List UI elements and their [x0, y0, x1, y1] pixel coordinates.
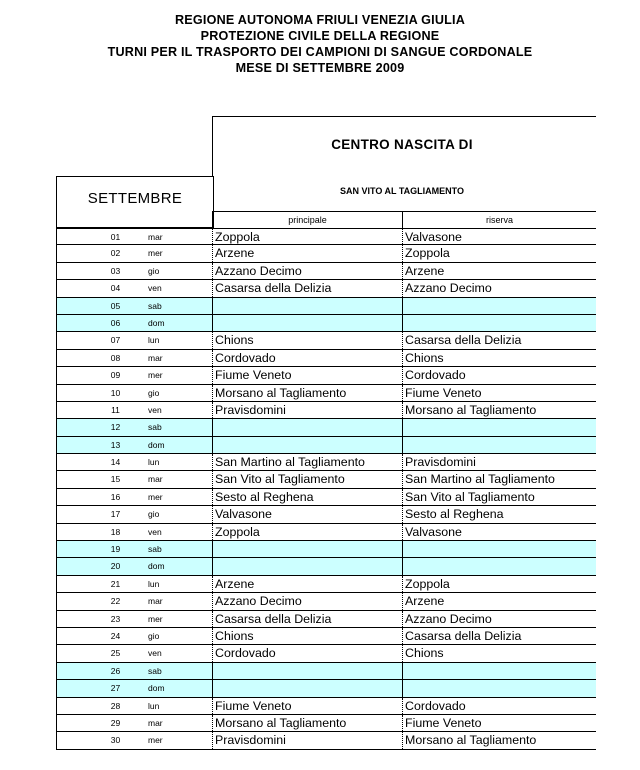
- table-row: [56, 385, 596, 402]
- day-cell: 01: [56, 229, 126, 244]
- table-row: [56, 506, 596, 523]
- riserva-cell: Zoppola: [402, 245, 596, 261]
- day-cell: 02: [56, 245, 126, 261]
- table-row: [56, 698, 596, 715]
- weekday-cell: ven: [148, 283, 162, 294]
- weekday-cell: mar: [148, 232, 163, 242]
- day-cell: 20: [56, 558, 126, 574]
- table-row: [56, 245, 596, 262]
- table-row: [56, 628, 596, 645]
- principale-cell: Azzano Decimo: [212, 263, 402, 279]
- table-row: [56, 471, 596, 488]
- day-cell: 14: [56, 454, 126, 470]
- table-row: [56, 402, 596, 419]
- riserva-cell: Morsano al Tagliamento: [402, 402, 596, 418]
- weekday-cell: sab: [148, 544, 162, 555]
- table-row: [56, 541, 596, 558]
- principale-cell: Cordovado: [212, 350, 402, 366]
- weekday-cell: dom: [148, 317, 165, 328]
- weekday-cell: gio: [148, 509, 160, 520]
- header-department: PROTEZIONE CIVILE DELLA REGIONE: [200, 29, 440, 43]
- riserva-cell: Chions: [402, 645, 596, 661]
- principale-cell: [212, 437, 402, 453]
- principale-cell: Azzano Decimo: [212, 593, 402, 609]
- riserva-cell: Cordovado: [402, 367, 596, 383]
- day-cell: 17: [56, 506, 126, 522]
- day-cell: 08: [56, 350, 126, 366]
- day-cell: 13: [56, 437, 126, 453]
- table-row: [56, 663, 596, 680]
- principale-cell: Morsano al Tagliamento: [212, 385, 402, 401]
- table-row: [56, 611, 596, 628]
- weekday-cell: mar: [148, 474, 163, 485]
- day-cell: 22: [56, 593, 126, 609]
- table-row: [56, 593, 596, 610]
- table-row: [56, 419, 596, 436]
- weekday-cell: mar: [148, 596, 163, 607]
- weekday-cell: gio: [148, 265, 160, 276]
- riserva-cell: San Vito al Tagliamento: [402, 489, 596, 505]
- riserva-cell: Azzano Decimo: [402, 280, 596, 296]
- principale-cell: Zoppola: [212, 229, 402, 244]
- table-row: [56, 715, 596, 732]
- principale-cell: Valvasone: [212, 506, 402, 522]
- principale-cell: Casarsa della Delizia: [212, 611, 402, 627]
- day-cell: 11: [56, 402, 126, 418]
- principale-cell: Fiume Veneto: [212, 367, 402, 383]
- table-row: [56, 228, 596, 245]
- riserva-cell: [402, 419, 596, 435]
- table-row: [56, 367, 596, 384]
- weekday-cell: mar: [148, 717, 163, 728]
- table-row: [56, 680, 596, 697]
- riserva-cell: Morsano al Tagliamento: [402, 732, 596, 748]
- weekday-cell: mer: [148, 491, 163, 502]
- principale-cell: Cordovado: [212, 645, 402, 661]
- principale-cell: Sesto al Reghena: [212, 489, 402, 505]
- riserva-cell: Fiume Veneto: [402, 385, 596, 401]
- day-cell: 12: [56, 419, 126, 435]
- riserva-cell: Chions: [402, 350, 596, 366]
- riserva-cell: [402, 315, 596, 331]
- table-row: [56, 576, 596, 593]
- day-cell: 19: [56, 541, 126, 557]
- day-cell: 23: [56, 611, 126, 627]
- riserva-cell: Azzano Decimo: [402, 611, 596, 627]
- riserva-cell: Valvasone: [402, 229, 596, 244]
- weekday-cell: dom: [148, 683, 165, 694]
- riserva-cell: Casarsa della Delizia: [402, 628, 596, 644]
- principale-cell: [212, 541, 402, 557]
- weekday-cell: lun: [148, 700, 160, 711]
- principale-cell: Pravisdomini: [212, 402, 402, 418]
- principale-cell: [212, 315, 402, 331]
- weekday-cell: ven: [148, 526, 162, 537]
- day-cell: 10: [56, 385, 126, 401]
- table-row: [56, 437, 596, 454]
- principale-cell: [212, 558, 402, 574]
- principale-cell: Arzene: [212, 245, 402, 261]
- riserva-cell: [402, 298, 596, 314]
- riserva-cell: San Martino al Tagliamento: [402, 471, 596, 487]
- site-name: SAN VITO AL TAGLIAMENTO: [339, 186, 464, 196]
- table-row: [56, 489, 596, 506]
- day-cell: 06: [56, 315, 126, 331]
- table-row: [56, 732, 596, 749]
- table-row: [56, 332, 596, 349]
- table-row: [56, 315, 596, 332]
- riserva-cell: [402, 541, 596, 557]
- weekday-cell: sab: [148, 422, 162, 433]
- table-row: [56, 645, 596, 662]
- principale-cell: Zoppola: [212, 524, 402, 540]
- riserva-cell: Cordovado: [402, 698, 596, 714]
- riserva-cell: Casarsa della Delizia: [402, 332, 596, 348]
- principale-cell: [212, 680, 402, 696]
- day-cell: 05: [56, 298, 126, 314]
- day-cell: 24: [56, 628, 126, 644]
- weekday-cell: ven: [148, 648, 162, 659]
- weekday-cell: gio: [148, 630, 160, 641]
- riserva-cell: [402, 663, 596, 679]
- riserva-cell: Sesto al Reghena: [402, 506, 596, 522]
- day-cell: 09: [56, 367, 126, 383]
- weekday-cell: lun: [148, 578, 160, 589]
- weekday-cell: ven: [148, 404, 162, 415]
- principale-cell: Casarsa della Delizia: [212, 280, 402, 296]
- day-cell: 30: [56, 732, 126, 748]
- day-cell: 03: [56, 263, 126, 279]
- principale-cell: [212, 663, 402, 679]
- principale-cell: Morsano al Tagliamento: [212, 715, 402, 731]
- weekday-cell: lun: [148, 335, 160, 346]
- day-cell: 25: [56, 645, 126, 661]
- table-row: [56, 454, 596, 471]
- day-cell: 28: [56, 698, 126, 714]
- principale-cell: Chions: [212, 332, 402, 348]
- table-row: [56, 350, 596, 367]
- header-subject: TURNI PER IL TRASPORTO DEI CAMPIONI DI SANGUE CORDONALE: [107, 45, 533, 59]
- day-cell: 26: [56, 663, 126, 679]
- weekday-cell: gio: [148, 387, 160, 398]
- document-header: [0, 12, 640, 76]
- principale-cell: [212, 298, 402, 314]
- table-row: [56, 298, 596, 315]
- principale-cell: San Vito al Tagliamento: [212, 471, 402, 487]
- table-row: [56, 263, 596, 280]
- riserva-cell: Zoppola: [402, 576, 596, 592]
- riserva-cell: Valvasone: [402, 524, 596, 540]
- day-cell: 29: [56, 715, 126, 731]
- table-row: [56, 524, 596, 541]
- schedule-table: [56, 228, 596, 750]
- principale-cell: [212, 419, 402, 435]
- riserva-cell: [402, 437, 596, 453]
- day-cell: 07: [56, 332, 126, 348]
- centre-title: CENTRO NASCITA DI: [331, 137, 473, 152]
- header-region: REGIONE AUTONOMA FRIULI VENEZIA GIULIA: [174, 13, 466, 27]
- weekday-cell: mer: [148, 248, 163, 259]
- principale-cell: Pravisdomini: [212, 732, 402, 748]
- riserva-cell: [402, 680, 596, 696]
- day-cell: 04: [56, 280, 126, 296]
- table-row: [56, 558, 596, 575]
- weekday-cell: sab: [148, 300, 162, 311]
- month-label: SETTEMBRE: [87, 190, 183, 207]
- weekday-cell: mar: [148, 352, 163, 363]
- riserva-cell: [402, 558, 596, 574]
- table-row: [56, 280, 596, 297]
- day-cell: 16: [56, 489, 126, 505]
- weekday-cell: dom: [148, 439, 165, 450]
- weekday-cell: dom: [148, 561, 165, 572]
- day-cell: 21: [56, 576, 126, 592]
- principale-cell: San Martino al Tagliamento: [212, 454, 402, 470]
- riserva-cell: Arzene: [402, 593, 596, 609]
- weekday-cell: mer: [148, 613, 163, 624]
- riserva-cell: Pravisdomini: [402, 454, 596, 470]
- column-header-riserva: riserva: [402, 211, 596, 228]
- weekday-cell: lun: [148, 457, 160, 468]
- weekday-cell: mer: [148, 370, 163, 381]
- principale-cell: Chions: [212, 628, 402, 644]
- day-cell: 15: [56, 471, 126, 487]
- riserva-cell: Arzene: [402, 263, 596, 279]
- riserva-cell: Fiume Veneto: [402, 715, 596, 731]
- weekday-cell: sab: [148, 665, 162, 676]
- principale-cell: Fiume Veneto: [212, 698, 402, 714]
- column-header-principale: principale: [212, 211, 402, 228]
- header-month: MESE DI SETTEMBRE 2009: [235, 61, 405, 75]
- day-cell: 18: [56, 524, 126, 540]
- principale-cell: Arzene: [212, 576, 402, 592]
- weekday-cell: mer: [148, 735, 163, 746]
- day-cell: 27: [56, 680, 126, 696]
